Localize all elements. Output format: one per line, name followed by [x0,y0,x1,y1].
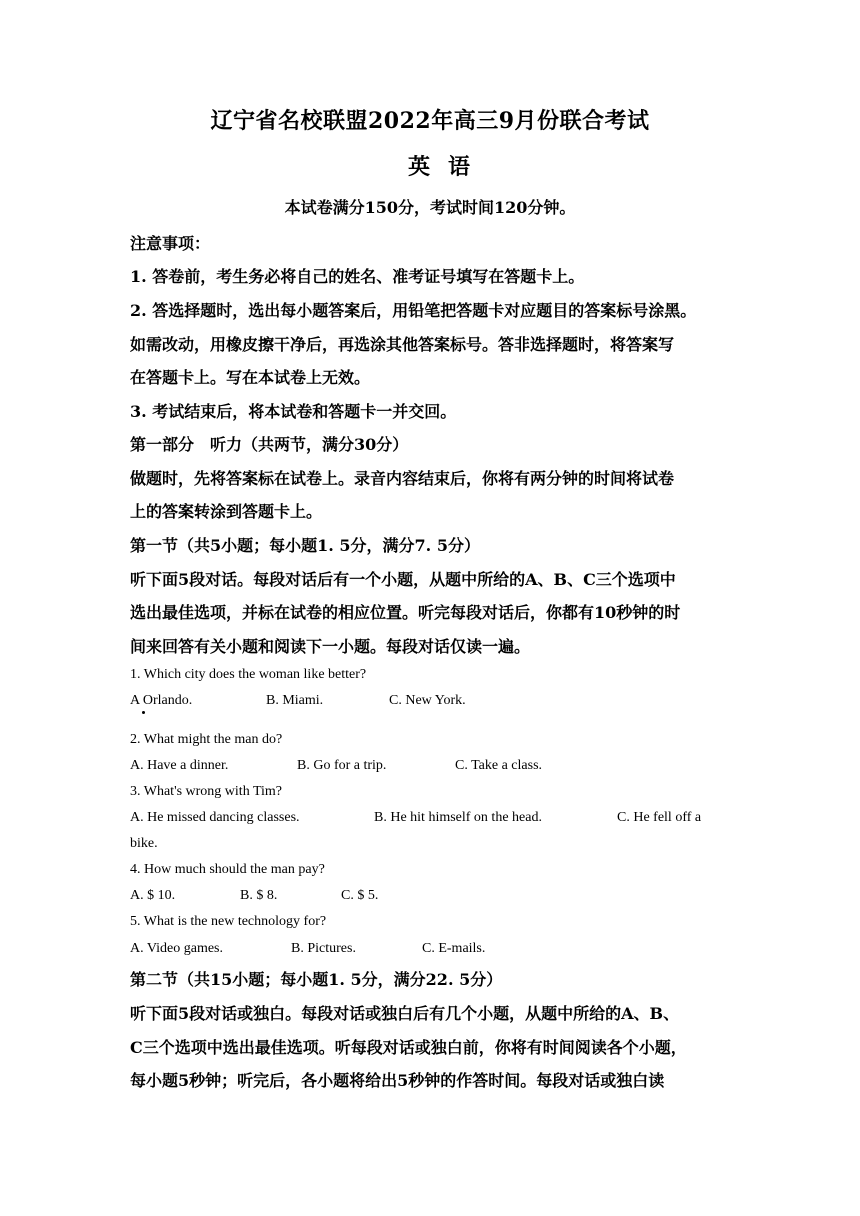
question-3-option-b: B. He hit himself on the head. [374,810,542,825]
question-1: 1. Which city does the woman like better? [130,667,367,682]
score-time-line: 本试卷满分150分，考试时间120分钟。 [284,198,576,217]
section2-instr-line-1: 听下面5段对话或独白。每段对话或独白后有几个小题，从题中所给的A、B、 [130,1004,680,1023]
subject-title: 英语 [407,154,488,180]
question-2-option-c: C. Take a class. [455,758,543,773]
question-5-option-c: C. E-mails. [422,941,486,956]
notice-item-2-line-3: 在答题卡上。写在本试卷上无效。 [130,368,371,387]
part1-intro-line-2: 上的答案转涂到答题卡上。 [130,502,323,521]
question-5-option-a: A. Video games. [130,941,223,956]
section1-heading: 第一节（共5小题；每小题1. 5分，满分7. 5分） [130,536,480,555]
section1-instr-line-2: 选出最佳选项，并标在试卷的相应位置。听完每段对话后，你都有10秒钟的时 [130,603,681,622]
question-4-option-c: C. $ 5. [341,888,379,903]
part1-heading: 第一部分 听力（共两节，满分30分） [130,435,409,454]
section2-heading: 第二节（共15小题；每小题1. 5分，满分22. 5分） [130,970,503,989]
question-1-option-c: C. New York. [389,693,466,708]
exam-title: 辽宁省名校联盟2022年高三9月份联合考试 [210,108,650,134]
question-2-option-b: B. Go for a trip. [297,758,387,773]
question-3-option-c: C. He fell off a [617,810,702,825]
question-4-option-b: B. $ 8. [240,888,278,903]
question-2-option-a: A. Have a dinner. [130,758,229,773]
notice-item-1: 1. 答卷前，考生务必将自己的姓名、准考证号填写在答题卡上。 [130,267,585,286]
question-5: 5. What is the new technology for? [130,914,327,929]
section2-instr-line-2: C三个选项中选出最佳选项。听每段对话或独白前，你将有时间阅读各个小题， [130,1038,687,1057]
notice-item-2-line-1: 2. 答选择题时，选出每小题答案后，用铅笔把答题卡对应题目的答案标号涂黑。 [130,301,697,320]
part1-intro-line-1: 做题时，先将答案标在试卷上。录音内容结束后，你将有两分钟的时间将试卷 [130,469,675,488]
section1-instr-line-1: 听下面5段对话。每段对话后有一个小题，从题中所给的A、B、C三个选项中 [130,570,676,589]
question-4-option-a: A. $ 10. [130,888,176,903]
question-3: 3. What's wrong with Tim? [130,784,282,799]
question-2: 2. What might the man do? [130,732,283,747]
section1-instr-line-3: 间来回答有关小题和阅读下一小题。每段对话仅读一遍。 [130,637,531,656]
notice-heading: 注意事项： [130,234,211,253]
stray-dot-mark [142,711,145,714]
question-5-option-b: B. Pictures. [291,941,356,956]
question-1-option-a: A Orlando. [130,693,193,708]
notice-item-3: 3. 考试结束后，将本试卷和答题卡一并交回。 [130,402,457,421]
question-1-option-b: B. Miami. [266,693,324,708]
notice-item-2-line-2: 如需改动，用橡皮擦干净后，再选涂其他答案标号。答非选择题时，将答案写 [130,335,675,354]
question-3-option-c-wrap: bike. [130,836,158,851]
question-4: 4. How much should the man pay? [130,862,325,877]
question-3-option-a: A. He missed dancing classes. [130,810,300,825]
section2-instr-line-3: 每小题5秒钟；听完后，各小题将给出5秒钟的作答时间。每段对话或独白读 [130,1071,665,1090]
